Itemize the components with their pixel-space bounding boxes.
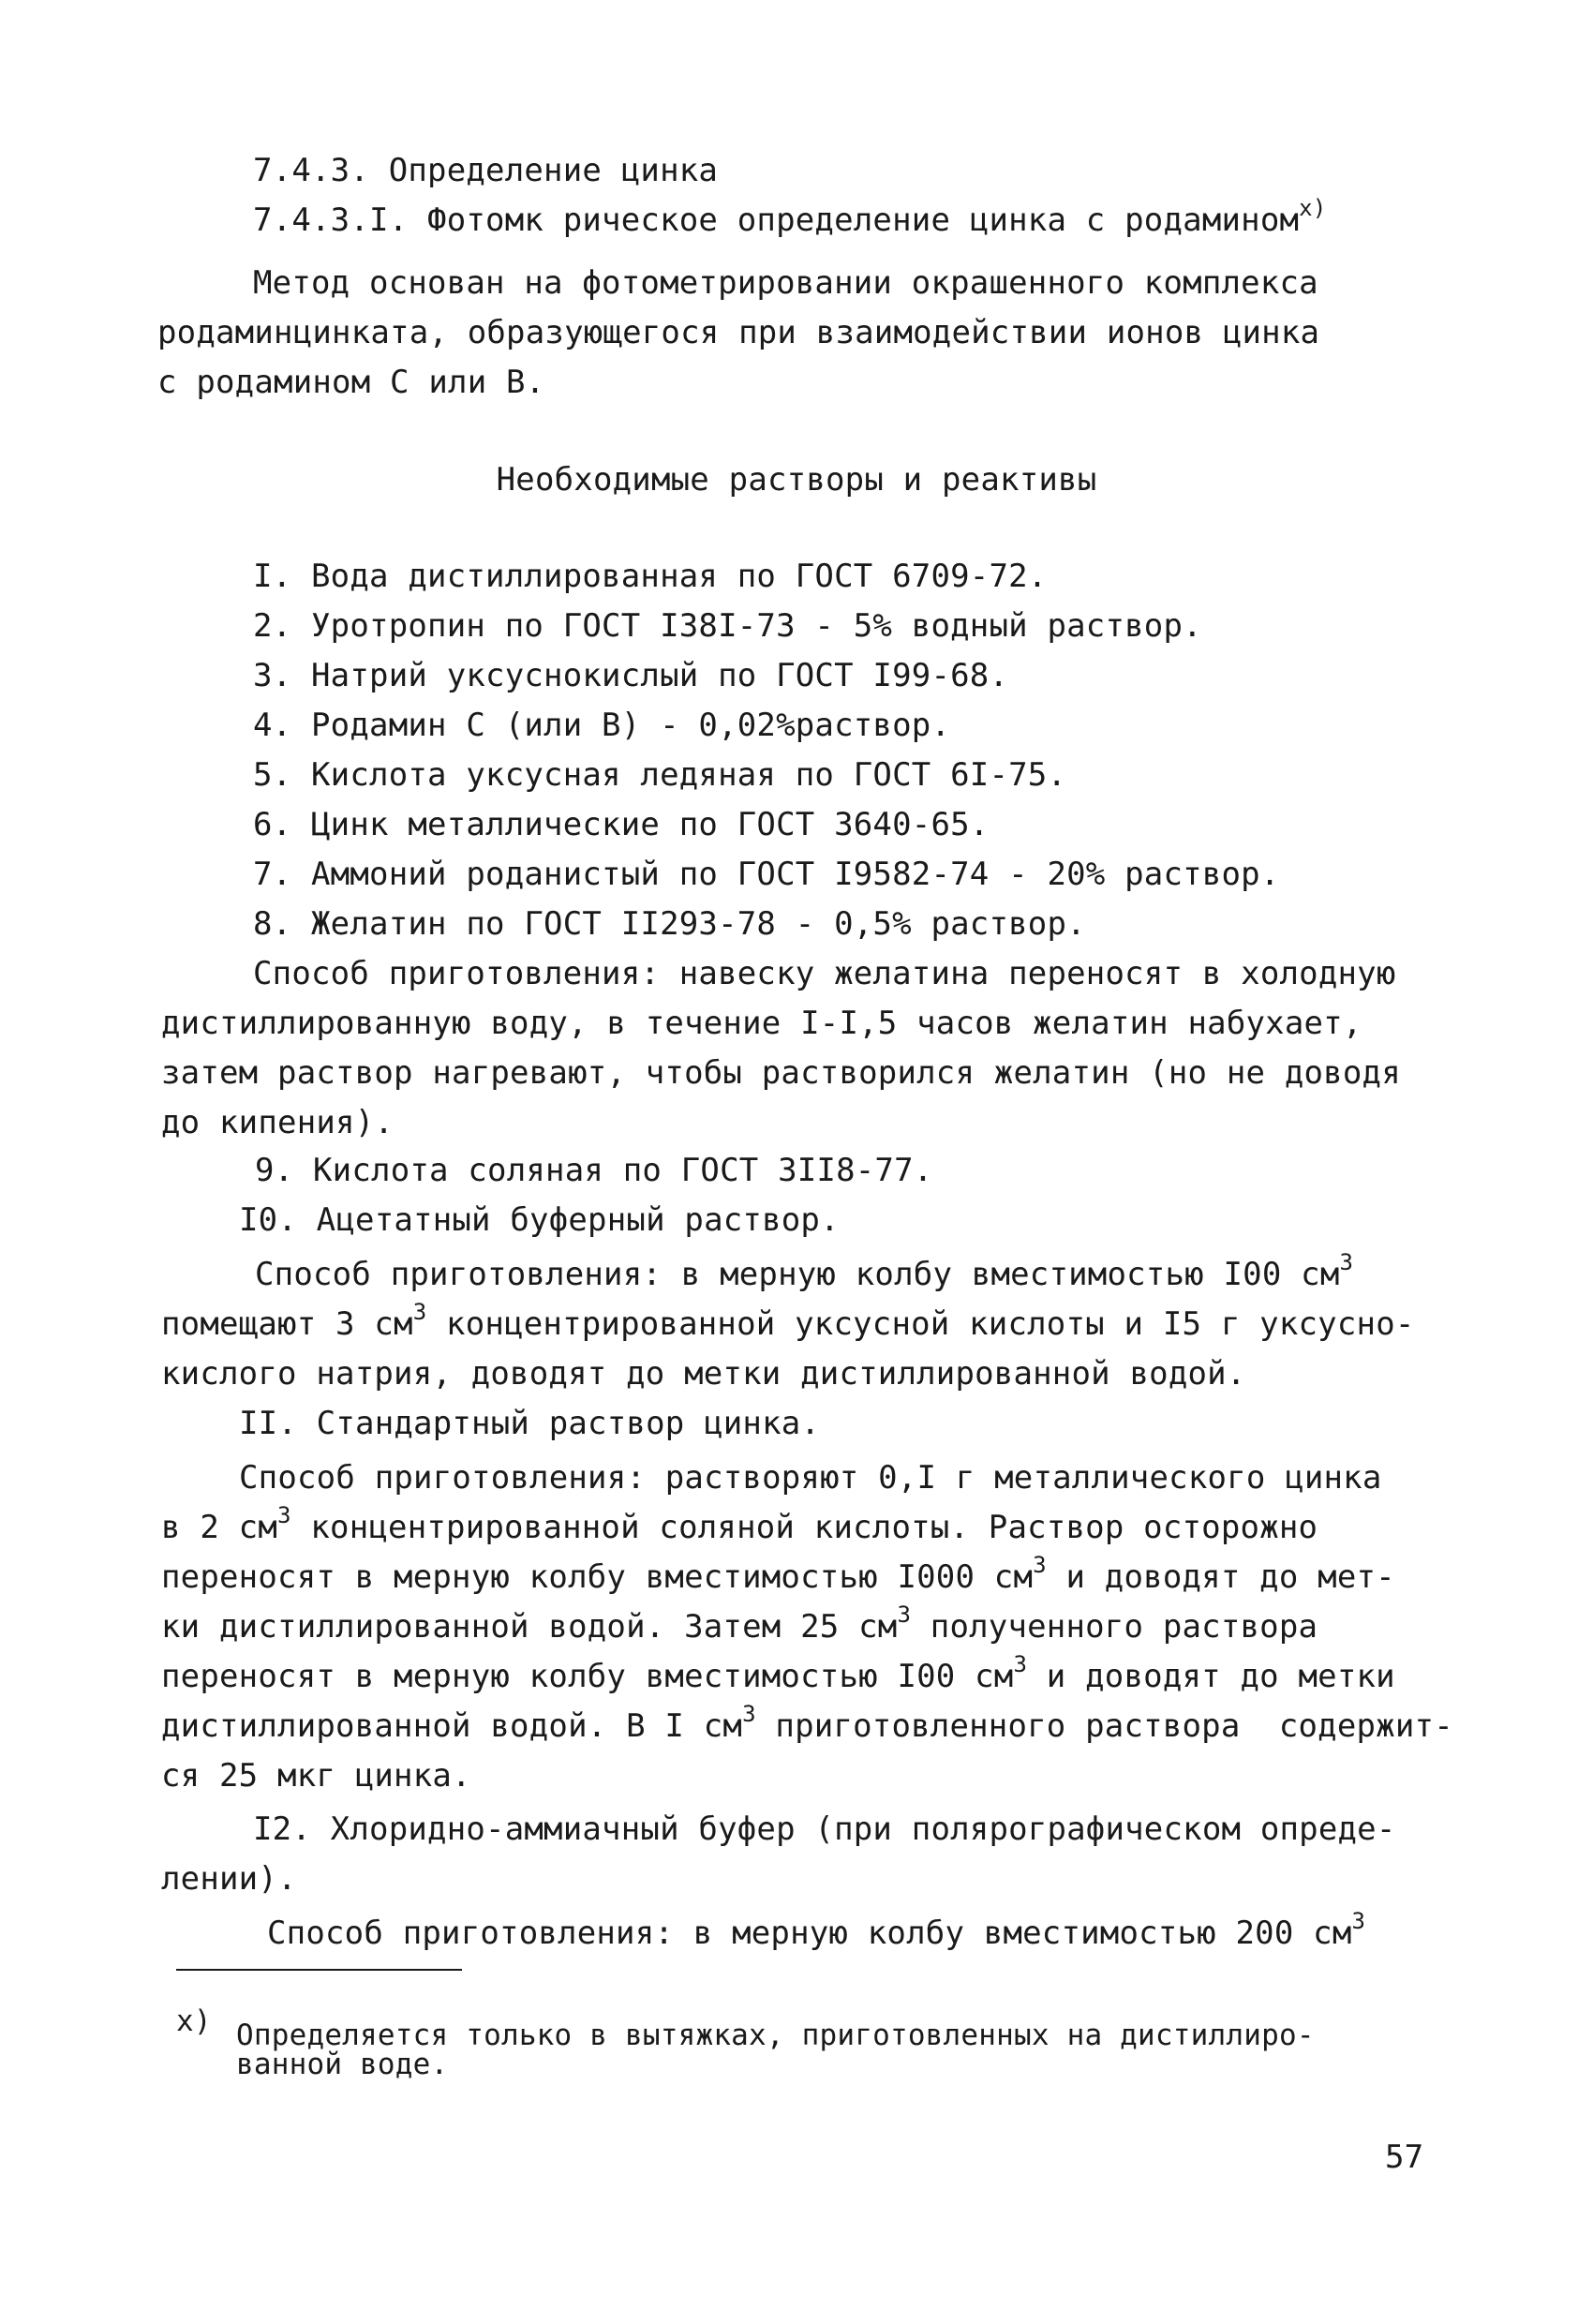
footnote-reference: х) (1299, 194, 1327, 221)
footnote-separator (176, 1969, 462, 1971)
gelatin-method-line: Способ приготовления: навеску желатина переносят в холодную (253, 955, 1396, 992)
superscript-3: 3 (742, 1700, 756, 1727)
reagent-item: I. Вода дистиллированная по ГОСТ 6709-72. (253, 558, 1048, 595)
zinc-method-text: в 2 см (161, 1509, 278, 1546)
reagent-item: лении). (161, 1860, 297, 1898)
zinc-method-text: концентрированной соляной кислоты. Раствор осторожно (290, 1509, 1318, 1546)
buffer-method-line (161, 1298, 1415, 1343)
reagent-item: II. Стандартный раствор цинка. (239, 1405, 821, 1442)
superscript-3: 3 (277, 1501, 291, 1528)
zinc-method-text: и доводят до мет- (1046, 1558, 1395, 1596)
buffer-method-line (255, 1248, 1354, 1293)
zinc-method-line (161, 1700, 1453, 1745)
superscript-3: 3 (1013, 1650, 1028, 1677)
zinc-method-line (161, 1551, 1395, 1596)
reagent-item: I0. Ацетатный буферный раствор. (239, 1201, 840, 1239)
last-method-line (267, 1907, 1366, 1952)
zinc-method-line (161, 1601, 1318, 1646)
intro-line: с родамином С или В. (157, 364, 545, 401)
reagent-item: 4. Родамин С (или В) - 0,02%раствор. (253, 707, 951, 744)
page-number: 57 (1385, 2138, 1424, 2176)
reagent-item: I2. Хлоридно-аммиачный буфер (при полярографическом опреде- (253, 1810, 1396, 1848)
reagent-item: 5. Кислота уксусная ледяная по ГОСТ 6I-75. (253, 756, 1067, 794)
reagent-item: 6. Цинк металлические по ГОСТ 3640-65. (253, 806, 990, 843)
reagent-item: 3. Натрий уксуснокислый по ГОСТ I99-68. (253, 657, 1009, 694)
superscript-3: 3 (1033, 1551, 1047, 1578)
zinc-method-line: Способ приготовления: растворяют 0,I г металлического цинка (239, 1459, 1382, 1497)
reagents-title: Необходимые растворы и реактивы (496, 461, 1097, 499)
superscript-3: 3 (1339, 1248, 1354, 1275)
footnote-line: ванной воде. (236, 2048, 449, 2081)
reagent-item: 2. Уротропин по ГОСТ I38I-73 - 5% водный раствор. (253, 607, 1202, 645)
intro-line: родаминцинката, образующегося при взаимодействии ионов цинка (157, 314, 1320, 351)
gelatin-method-line: затем раствор нагревают, чтобы растворился желатин (но не доводя (161, 1054, 1401, 1092)
subheading-text: 7.4.3.I. Фотомк рическое определение цинка с родамином (253, 201, 1300, 239)
zinc-method-text: переносят в мерную колбу вместимостью I000 см (161, 1558, 1034, 1596)
footnote-line: Определяется только в вытяжках, приготовленных на дистиллиро- (236, 2019, 1315, 2052)
reagent-item: 9. Кислота соляная по ГОСТ 3II8-77. (255, 1152, 933, 1189)
last-method-text: Способ приготовления: в мерную колбу вместимостью 200 см (267, 1914, 1352, 1952)
gelatin-method-line: до кипения). (161, 1104, 395, 1141)
reagent-item: 7. Аммоний роданистый по ГОСТ I9582-74 - 20% раствор. (253, 856, 1280, 893)
buffer-method-text: помещают 3 см (161, 1305, 413, 1343)
zinc-method-line (161, 1501, 1318, 1546)
zinc-method-text: приготовленного раствора содержит- (755, 1707, 1453, 1745)
zinc-method-text: полученного раствора (911, 1608, 1318, 1646)
buffer-method-line: кислого натрия, доводят до метки дистиллированной водой. (161, 1355, 1246, 1393)
intro-line: Метод основан на фотометрировании окрашенного комплекса (253, 264, 1318, 302)
footnote-mark: х) (176, 2004, 212, 2038)
reagent-item: 8. Желатин по ГОСТ II293-78 - 0,5% раствор. (253, 905, 1086, 943)
zinc-method-text: и доводят до метки (1027, 1658, 1395, 1695)
superscript-3: 3 (412, 1298, 427, 1325)
superscript-3: 3 (897, 1601, 912, 1628)
zinc-method-line (161, 1650, 1395, 1695)
superscript-3: 3 (1351, 1907, 1366, 1934)
gelatin-method-line: дистиллированную воду, в течение I-I,5 часов желатин набухает, (161, 1005, 1362, 1042)
zinc-method-text: ки дистиллированной водой. Затем 25 см (161, 1608, 898, 1646)
section-heading: 7.4.3. Определение цинка (253, 152, 719, 189)
buffer-method-text: концентрированной уксусной кислоты и I5 г уксусно- (426, 1305, 1415, 1343)
buffer-method-text: Способ приготовления: в мерную колбу вместимостью I00 см (255, 1256, 1340, 1293)
zinc-method-text: дистиллированной водой. В I см (161, 1707, 743, 1745)
zinc-method-text: переносят в мерную колбу вместимостью I00 см (161, 1658, 1014, 1695)
zinc-method-line: ся 25 мкг цинка. (161, 1757, 471, 1795)
section-subheading (253, 194, 1327, 239)
